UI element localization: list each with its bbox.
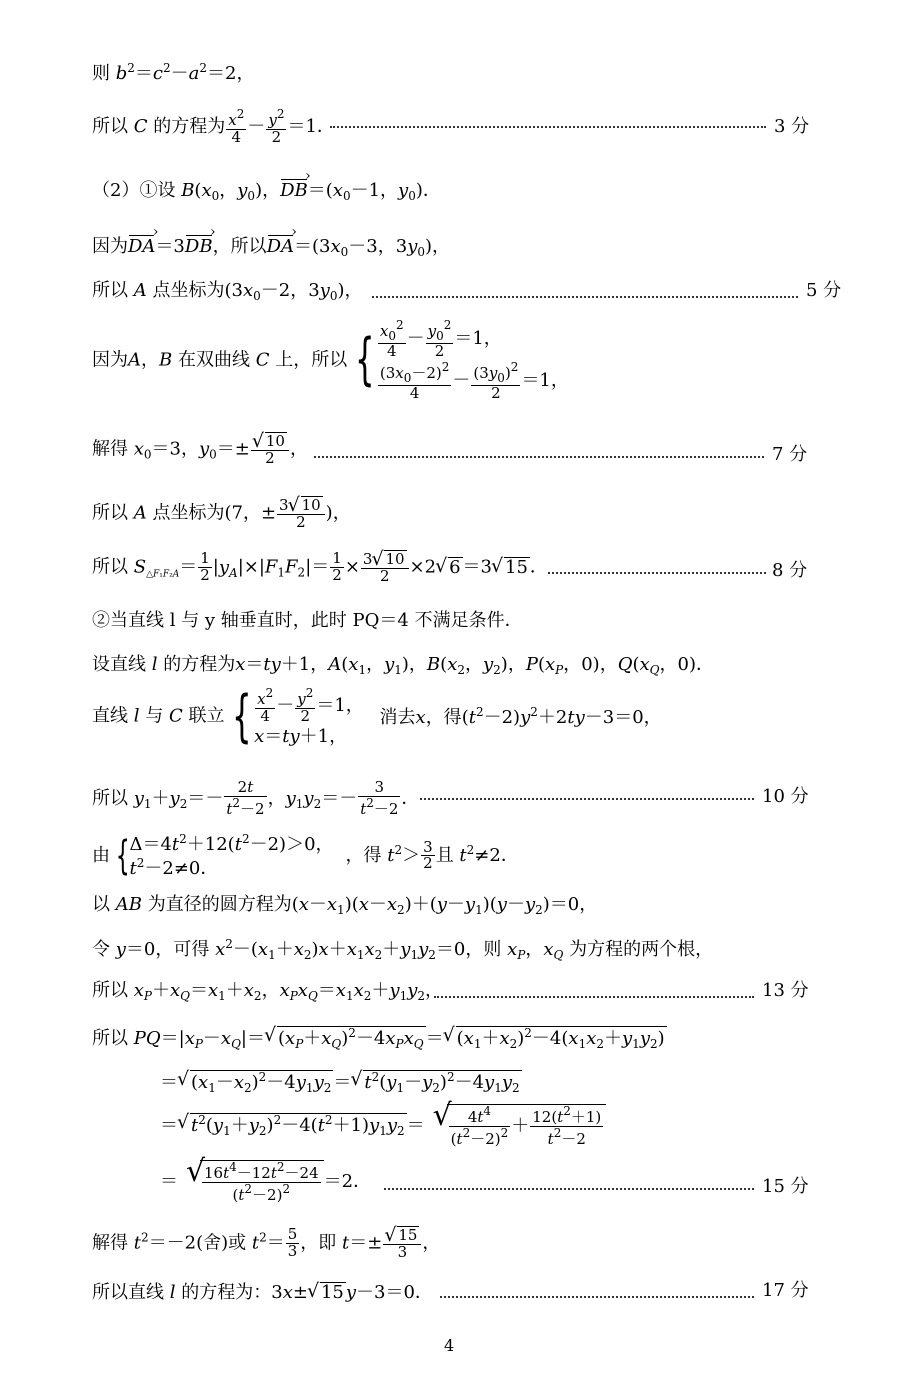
line-pq-3: ＝√ $t^2(y_1+y_2)^2-4(t^2+1)y_1y_2$ ＝ √ $\frac{4t^4}{(t^2-2)^2}$ ＋ $\frac{12(t^2+1)}{t^2-2}$ — [160, 1104, 606, 1148]
dotted-leader — [314, 456, 764, 458]
brace-icon: { — [232, 683, 253, 749]
line-pq-4: ＝ √ $\frac{16t^4-12t^2-24}{(t^2-2)^2}$ ＝2． — [160, 1160, 371, 1204]
dotted-leader — [434, 996, 754, 998]
brace-icon: { — [115, 832, 130, 879]
score-label: 10 分 — [762, 786, 809, 807]
line-discriminant: 由 { $\Delta=4t^2+12(t^2-2)>0$， $t^2-2\ne 0$． ，得 $t^2>$ $\frac{3}{2}$ 且 $t^2\ne 2$． — [92, 832, 519, 879]
line-circle-eq: 以 AB 为直径的圆方程为$(x-x_1)(x-x_2)+(y-y_1)(y-y_2)=0$， — [92, 894, 598, 917]
line-pq-1: 所以 $PQ=|x_P-x_Q|=√$ $(x_P+x_Q)^2-4x_Px_Q$ ＝√ $(x_1+x_2)^2-4(x_1x_2+y_1y_2)$ — [92, 1026, 667, 1052]
line-point-a-coords: 所以 A 点坐标为(7，± $\frac{3√ 10}{2}$ )， — [92, 496, 351, 531]
dotted-leader — [548, 572, 766, 574]
dotted-leader — [440, 1296, 754, 1298]
dotted-leader — [372, 296, 798, 298]
line-equation-c: 所以 C 的方程为 $\frac{x^2}{4}$ － $\frac{y^2}{2}$ ＝1． — [92, 107, 335, 146]
score-label: 15 分 — [762, 1176, 809, 1197]
dotted-leader — [330, 126, 766, 128]
line-vector-da: 因为DA ›＝3DB ›，所以DA $›=(3x_0-3$，$3y_0$)， — [92, 238, 450, 258]
page-number: 4 — [444, 1336, 455, 1355]
brace-icon: { — [355, 327, 375, 393]
line-set-y0: 令 y＝0，可得 $x^2-(x_1+x_2)x+x_1x_2+y_1y_2=0$，则 $x_P$，$x_Q$ 为方程的两个根， — [92, 937, 714, 962]
line-point-a: 所以 A 点坐标为($3x_0-2$，$3y_0$)， — [92, 280, 363, 303]
score-label: 7 分 — [772, 444, 808, 465]
line-vieta: 所以 $y_1+y_2=-$ $\frac{2t}{t^2-2}$ ，$y_1y_2=-$ $\frac{3}{t^2-2}$ ． — [92, 778, 420, 818]
line-area: 所以 $S_{\triangle F_1F_2A}=$ $\frac{1}{2}$ $|y_A|\times|F_1F_2|=$ $\frac{1}{2}$ × $\frac{3√ 10}{2}$ ×2√ 6 ＝3√ 15 ． — [92, 550, 548, 585]
dotted-leader — [420, 798, 754, 800]
line-solve-t: 解得 $t^2=-2$(舍)或 $t^2=$ $\frac{5}{3}$ ，即 t＝± √ $\frac{15}{3}$ ， — [92, 1226, 440, 1261]
score-label: 3 分 — [774, 116, 810, 137]
line-simultaneous: 直线 l 与 C 联立 { $\frac{x^2}{4}$ － $\frac{y^2}{2}$ ＝1， x＝ty＋1， 消去x，得$(t^2-2)y^2+2ty-3=0$， — [92, 683, 662, 749]
dotted-leader — [384, 1188, 754, 1190]
line-set-line-l: 设直线 l 的方程为x＝ty＋1，$A(x_1$，$y_1$)，$B(x_2$，$y_2$)，$P(x_P$，0)，$Q(x_Q$，0)． — [92, 654, 714, 677]
line-solve-x0: 解得 $x_0=3$，$y_0=\pm$ √ $\frac{10}{2}$ ， — [92, 432, 308, 467]
line-b-squared: 则 $b^2=c^2-a^2=2$， — [92, 61, 255, 84]
line-xp-xq: 所以 $x_P+x_Q=x_1+x_2$，$x_Px_Q=x_1x_2+y_1y_2$， — [92, 980, 444, 1003]
score-label: 17 分 — [762, 1280, 809, 1301]
score-label: 8 分 — [772, 560, 808, 581]
line-set-b: （2）①设 $B(x_0$，$y_0$)，DB $›=(x_0-1$，$y_0$)． — [92, 182, 441, 202]
line-perpendicular-case: ②当直线 l 与 y 轴垂直时，此时 PQ＝4 不满足条件． — [92, 610, 523, 631]
score-label: 5 分 — [806, 280, 842, 301]
line-on-hyperbola: 因为A，B 在双曲线 C 上，所以 { $\frac{x_0^2}{4}$ － $\frac{y_0^2}{2}$ ＝1， $\frac{(3x_0-2)^2}{4}$ － $\frac{(3y_0)^2}{2}$ ＝1， — [92, 318, 569, 402]
score-label: 13 分 — [762, 980, 809, 1001]
line-final: 所以直线 l 的方程为：3x±√ 15 y－3＝0． — [92, 1282, 433, 1304]
line-pq-2: ＝√ $(x_1-x_2)^2-4y_1y_2$ ＝√ $t^2(y_1-y_2)^2-4y_1y_2$ — [160, 1070, 522, 1096]
